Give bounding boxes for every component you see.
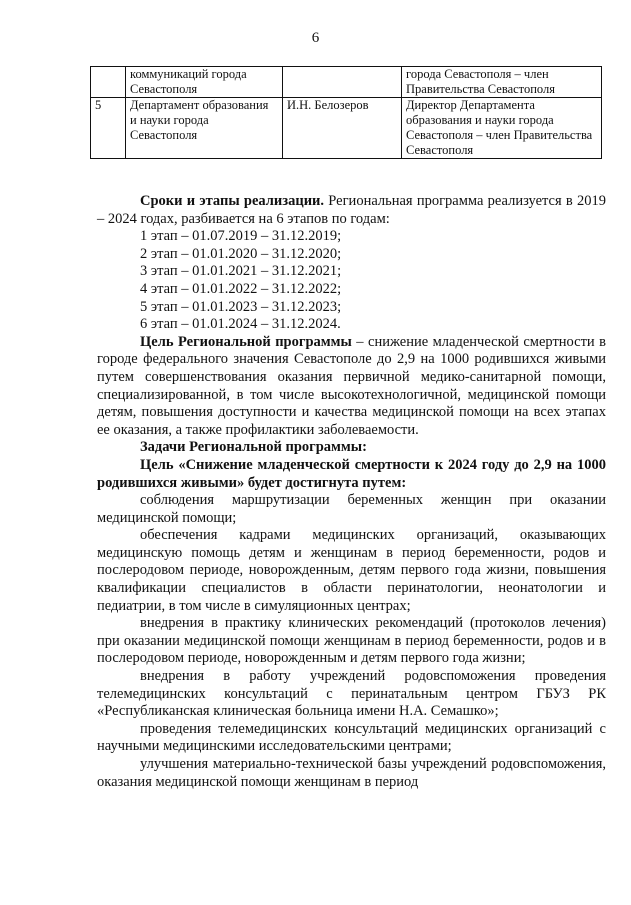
task-paragraph: внедрения в работу учреждений родовспоможения проведения телемедицинских консультаций с перинатальным центром ГБУЗ РК «Республиканская клиническая больница имени Н.А. Семашко»; (97, 668, 606, 720)
goal-statement: Цель «Снижение младенческой смертности к 2024 году до 2,9 на 1000 родившихся живыми» будет достигнута путем: (97, 456, 606, 491)
task-paragraph: соблюдения маршрутизации беременных женщин при оказании медицинской помощи; (97, 492, 606, 526)
task-paragraph: внедрения в практику клинических рекомендаций (протоколов лечения) при оказании медицинской помощи женщинам в период беременности, родов и в послеродовом периоде, новорожденным и детям первого года жизни; (97, 615, 606, 667)
page-number: 6 (311, 30, 320, 46)
table-cell-person: И.Н. Белозеров (283, 98, 402, 159)
task-paragraph: улучшения материально-технической базы учреждений родовспоможения, оказания медицинской помощи женщинам в период (97, 756, 606, 790)
stage-item: 5 этап – 01.01.2023 – 31.12.2023; (140, 298, 342, 315)
table-cell-department: коммуникаций города Севастополя (126, 67, 283, 98)
table-cell-department: Департамент образования и науки города Севастополя (126, 98, 283, 159)
terms-paragraph (97, 193, 606, 228)
responsible-table (90, 66, 602, 159)
goal-heading: Цель Региональной программы (140, 333, 352, 350)
table-row (91, 98, 602, 159)
stage-item: 3 этап – 01.01.2021 – 31.12.2021; (140, 263, 342, 280)
goal-paragraph (97, 334, 606, 440)
task-paragraph: проведения телемедицинских консультаций медицинских организаций с научными медицинскими исследовательскими центрами; (97, 720, 606, 755)
table-cell-role: Директор Департамента образования и науки города Севастополя – член Правительства Севастополя (402, 98, 602, 159)
stage-item: 2 этап – 01.01.2020 – 31.12.2020; (140, 245, 342, 262)
table-cell-number: 5 (91, 98, 126, 159)
stage-item: 6 этап – 01.01.2024 – 31.12.2024. (140, 316, 341, 333)
terms-section (97, 193, 606, 791)
stage-item: 1 этап – 01.07.2019 – 31.12.2019; (140, 228, 342, 245)
table-cell-person (283, 67, 402, 98)
table-row (91, 67, 602, 98)
tasks-heading: Задачи Региональной программы: (140, 439, 367, 456)
task-paragraph: обеспечения кадрами медицинских организаций, оказывающих медицинскую помощь детям и женщинам в период беременности, родов и послеродовом периоде, новорожденным, детям первого года жизни, повышения квалификации специалистов в области перинатологии, неонатологии и педиатрии, в том числе в симуляционных центрах; (97, 527, 606, 614)
table-cell-number (91, 67, 126, 98)
terms-text: Региональная программа реализуется в 2019 – 2024 годах, разбивается на 6 этапов по годам: (97, 193, 606, 227)
table-cell-role: города Севастополя – член Правительства Севастополя (402, 67, 602, 98)
terms-heading: Сроки и этапы реализации. (140, 193, 325, 209)
goal-text: – снижение младенческой смертности в городе федерального значения Севастополе до 2,9 на 1000 родившихся живыми путем совершенствования оказания первичной медико-санитарной помощи, специализированной, в том числе высокотехнологичной, медицинской помощи детям, повышения доступности и качества медицинской помощи на всех этапах ее оказания, а также профилактики заболеваемости. (97, 333, 606, 438)
stage-item: 4 этап – 01.01.2022 – 31.12.2022; (140, 280, 342, 297)
